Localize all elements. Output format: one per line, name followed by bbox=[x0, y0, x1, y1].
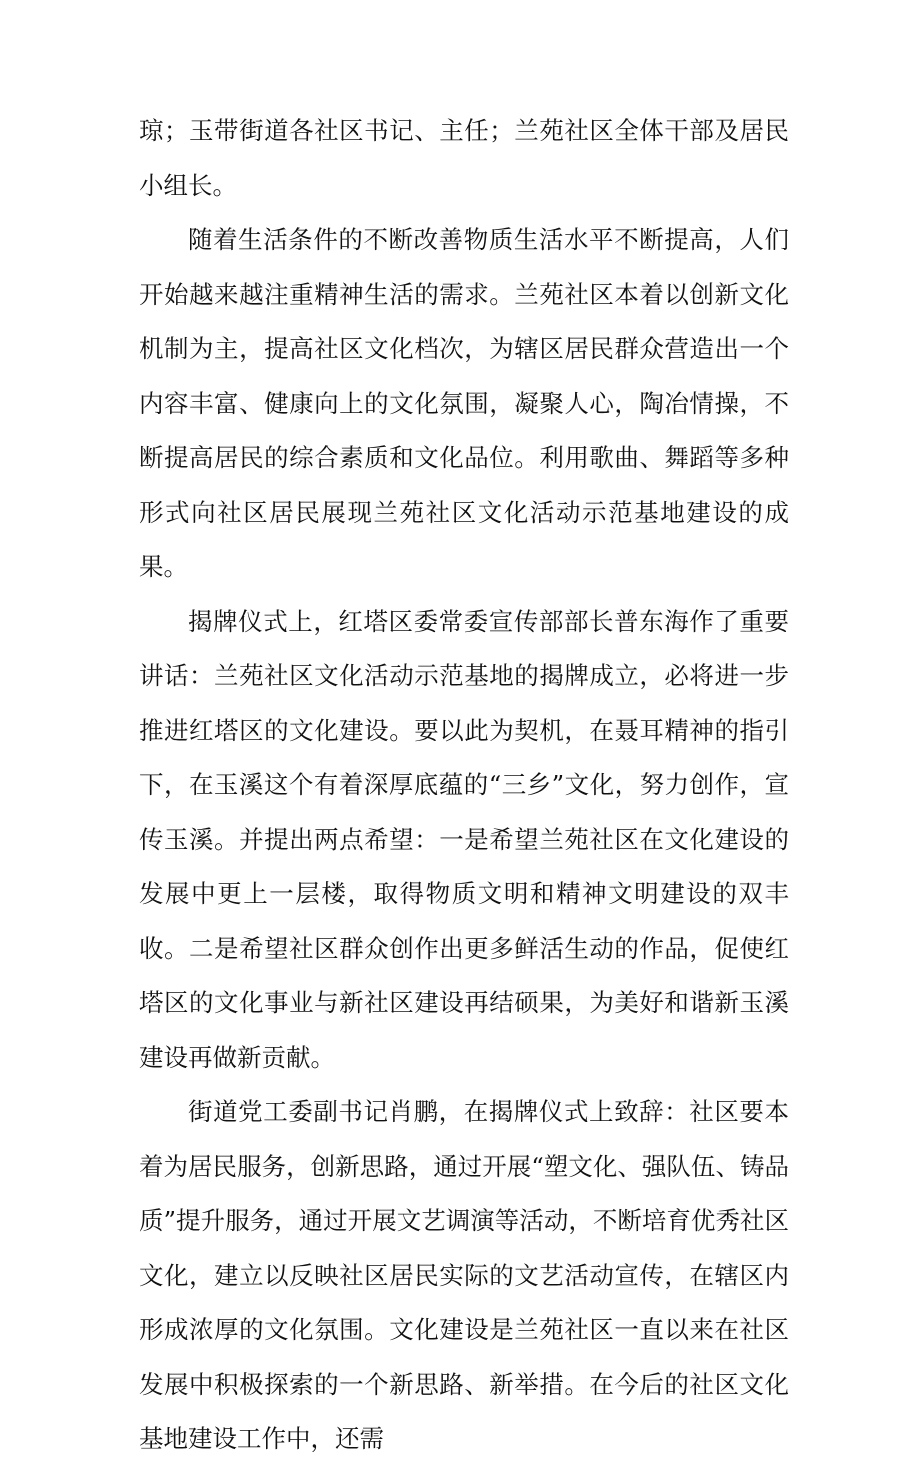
paragraph-deputy-secretary-remarks: 街道党工委副书记肖鹏，在揭牌仪式上致辞：社区要本着为居民服务，创新思路，通过开展“塑文化、强队伍、铸品质”提升服务，通过开展文艺调演等活动，不断培育优秀社区文化，建立以反映社区居民实际的文艺活动宣传，在辖区内形成浓厚的文化氛围。文化建设是兰苑社区一直以来在社区发展中积极探索的一个新思路、新举措。在今后的社区文化基地建设工作中，还需 bbox=[139, 1097, 789, 1453]
paragraph-unveiling-speech: 揭牌仪式上，红塔区委常委宣传部部长普东海作了重要讲话：兰苑社区文化活动示范基地的揭牌成立，必将进一步推进红塔区的文化建设。要以此为契机，在聂耳精神的指引下，在玉溪这个有着深厚底蕴的“三乡”文化，努力创作，宣传玉溪。并提出两点希望：一是希望兰苑社区在文化建设的发展中更上一层楼，取得物质文明和精神文明建设的双丰收。二是希望社区群众创作出更多鲜活生动的作品，促使红塔区的文化事业与新社区建设再结硕果，为美好和谐新玉溪建设再做新贡献。 bbox=[139, 606, 789, 1072]
paragraph-cultural-life: 随着生活条件的不断改善物质生活水平不断提高，人们开始越来越注重精神生活的需求。兰苑社区本着以创新文化机制为主，提高社区文化档次，为辖区居民群众营造出一个内容丰富、健康向上的文化氛围，凝聚人心，陶冶情操，不断提高居民的综合素质和文化品位。利用歌曲、舞蹈等多种形式向社区居民展现兰苑社区文化活动示范基地建设的成果。 bbox=[139, 225, 789, 581]
body-text bbox=[139, 104, 789, 1467]
paragraph-continuation: 琼；玉带街道各社区书记、主任；兰苑社区全体干部及居民小组长。 bbox=[139, 116, 789, 200]
